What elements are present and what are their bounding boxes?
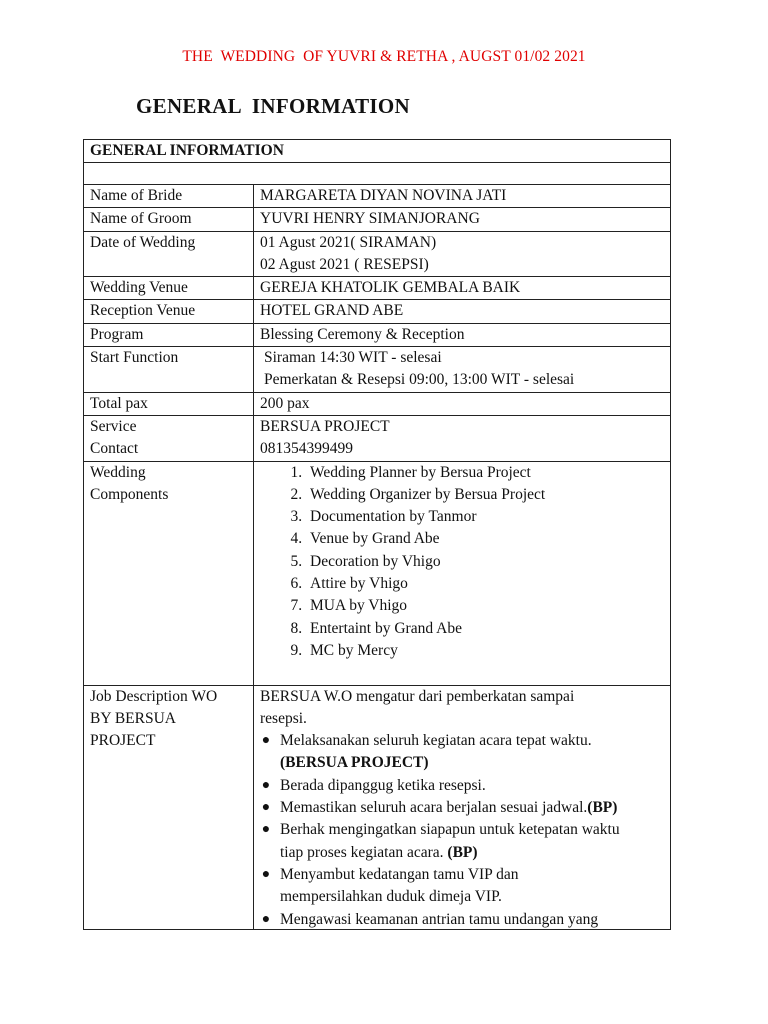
service-name: BERSUA PROJECT bbox=[260, 417, 390, 435]
list-item: 8. Entertaint by Grand Abe bbox=[306, 618, 670, 640]
service-phone: 081354399499 bbox=[260, 440, 353, 458]
table-row-components bbox=[84, 461, 671, 685]
groom-value: YUVRI HENRY SIMANJORANG bbox=[254, 208, 671, 231]
bullet-icon: ● bbox=[261, 800, 271, 816]
components-label bbox=[84, 461, 254, 685]
table-row-job bbox=[84, 685, 671, 929]
date-line-siraman: 01 Agust 2021( SIRAMAN) bbox=[260, 233, 437, 251]
page-heading: GENERAL INFORMATION bbox=[136, 94, 410, 118]
job-bullet-line bbox=[280, 842, 670, 864]
bullet-icon: ● bbox=[261, 911, 271, 927]
table-row-start bbox=[84, 347, 671, 393]
table-row-bride bbox=[84, 185, 671, 208]
pax-label: Total pax bbox=[84, 392, 254, 415]
bride-label: Name of Bride bbox=[84, 185, 254, 208]
program-label: Program bbox=[84, 323, 254, 346]
reception-value: HOTEL GRAND ABE bbox=[254, 300, 671, 323]
pax-value: 200 pax bbox=[254, 392, 671, 415]
job-bullet-line bbox=[280, 797, 670, 819]
bullet-icon: ● bbox=[261, 822, 271, 838]
start-line-resepsi: Pemerkatan & Resepsi 09:00, 13:00 WIT - selesai bbox=[264, 371, 575, 389]
start-value bbox=[254, 347, 671, 393]
job-bullet-text: Berhak mengingatkan siapapun untuk ketepatan waktu bbox=[280, 821, 620, 839]
components-label-line-2: Components bbox=[90, 485, 169, 503]
list-item bbox=[261, 819, 670, 864]
start-line-siraman: Siraman 14:30 WIT - selesai bbox=[264, 349, 442, 367]
general-information-table bbox=[83, 139, 671, 930]
list-item bbox=[261, 775, 670, 797]
reception-label: Reception Venue bbox=[84, 300, 254, 323]
service-label-line: Service bbox=[90, 417, 137, 435]
job-label-line-3: PROJECT bbox=[90, 732, 156, 750]
job-label bbox=[84, 685, 254, 929]
venue-label: Wedding Venue bbox=[84, 277, 254, 300]
table-row-pax bbox=[84, 392, 671, 415]
venue-value: GEREJA KHATOLIK GEMBALA BAIK bbox=[254, 277, 671, 300]
job-bullet-text: Memastikan seluruh acara berjalan sesuai jadwal. bbox=[280, 799, 588, 817]
table-row-venue bbox=[84, 277, 671, 300]
job-bullet-bold: (BERSUA PROJECT) bbox=[280, 754, 429, 772]
list-item: 6. Attire by Vhigo bbox=[306, 573, 670, 595]
date-value bbox=[254, 231, 671, 277]
job-bullet-bold: (BP) bbox=[587, 799, 618, 817]
table-header: GENERAL INFORMATION bbox=[84, 140, 671, 163]
service-label bbox=[84, 415, 254, 461]
job-label-line-2: BY BERSUA bbox=[90, 709, 176, 727]
job-value bbox=[254, 685, 671, 929]
list-item: 1. Wedding Planner by Bersua Project bbox=[306, 462, 670, 484]
list-item bbox=[261, 730, 670, 775]
job-intro-line-2: resepsi. bbox=[260, 709, 307, 727]
table-row-groom bbox=[84, 208, 671, 231]
contact-label-line: Contact bbox=[90, 440, 139, 458]
table-header-row bbox=[84, 140, 671, 163]
bride-value: MARGARETA DIYAN NOVINA JATI bbox=[254, 185, 671, 208]
job-bullet-text: mempersilahkan duduk dimeja VIP. bbox=[280, 888, 502, 906]
job-intro-line-1: BERSUA W.O mengatur dari pemberkatan sampai bbox=[260, 687, 575, 705]
list-item: 3. Documentation by Tanmor bbox=[306, 506, 670, 528]
list-item bbox=[261, 864, 670, 909]
components-label-line-1: Wedding bbox=[90, 463, 146, 481]
list-item: 9. MC by Mercy bbox=[306, 640, 670, 662]
list-item: 7. MUA by Vhigo bbox=[306, 595, 670, 617]
date-line-resepsi: 02 Agust 2021 ( RESEPSI) bbox=[260, 255, 429, 273]
empty-cell bbox=[84, 163, 671, 185]
list-item bbox=[261, 797, 670, 819]
list-item: 5. Decoration by Vhigo bbox=[306, 551, 670, 573]
components-list bbox=[260, 462, 670, 685]
job-description bbox=[260, 686, 670, 929]
service-value bbox=[254, 415, 671, 461]
table-row-reception bbox=[84, 300, 671, 323]
date-label: Date of Wedding bbox=[84, 231, 254, 277]
program-value: Blessing Ceremony & Reception bbox=[254, 323, 671, 346]
document-top-title: THE WEDDING OF YUVRI & RETHA , AUGST 01/02 2021 bbox=[182, 48, 586, 65]
job-bullet-text: Menyambut kedatangan tamu VIP dan bbox=[280, 865, 519, 883]
groom-label: Name of Groom bbox=[84, 208, 254, 231]
job-bullet-bold: (BP) bbox=[447, 843, 478, 861]
job-label-line-1: Job Description WO bbox=[90, 687, 218, 705]
job-bullet-text: Melaksanakan seluruh kegiatan acara tepat waktu. bbox=[280, 732, 592, 750]
table-row-service bbox=[84, 415, 671, 461]
table-row-date bbox=[84, 231, 671, 277]
job-bullet-list bbox=[260, 730, 670, 928]
job-bullet-text: Mengawasi keamanan antrian tamu undangan yang bbox=[280, 910, 599, 928]
list-item bbox=[261, 909, 670, 929]
empty-row bbox=[84, 163, 671, 185]
list-item: 4. Venue by Grand Abe bbox=[306, 528, 670, 550]
bullet-icon: ● bbox=[261, 777, 271, 793]
bullet-icon: ● bbox=[261, 866, 271, 882]
job-bullet-text: tiap proses kegiatan acara. bbox=[280, 843, 448, 861]
list-item: 2. Wedding Organizer by Bersua Project bbox=[306, 484, 670, 506]
job-bullet-text: Berada dipanggug ketika resepsi. bbox=[280, 776, 486, 794]
table-row-program bbox=[84, 323, 671, 346]
components-value bbox=[254, 461, 671, 685]
start-label: Start Function bbox=[84, 347, 254, 393]
bullet-icon: ● bbox=[261, 733, 271, 749]
